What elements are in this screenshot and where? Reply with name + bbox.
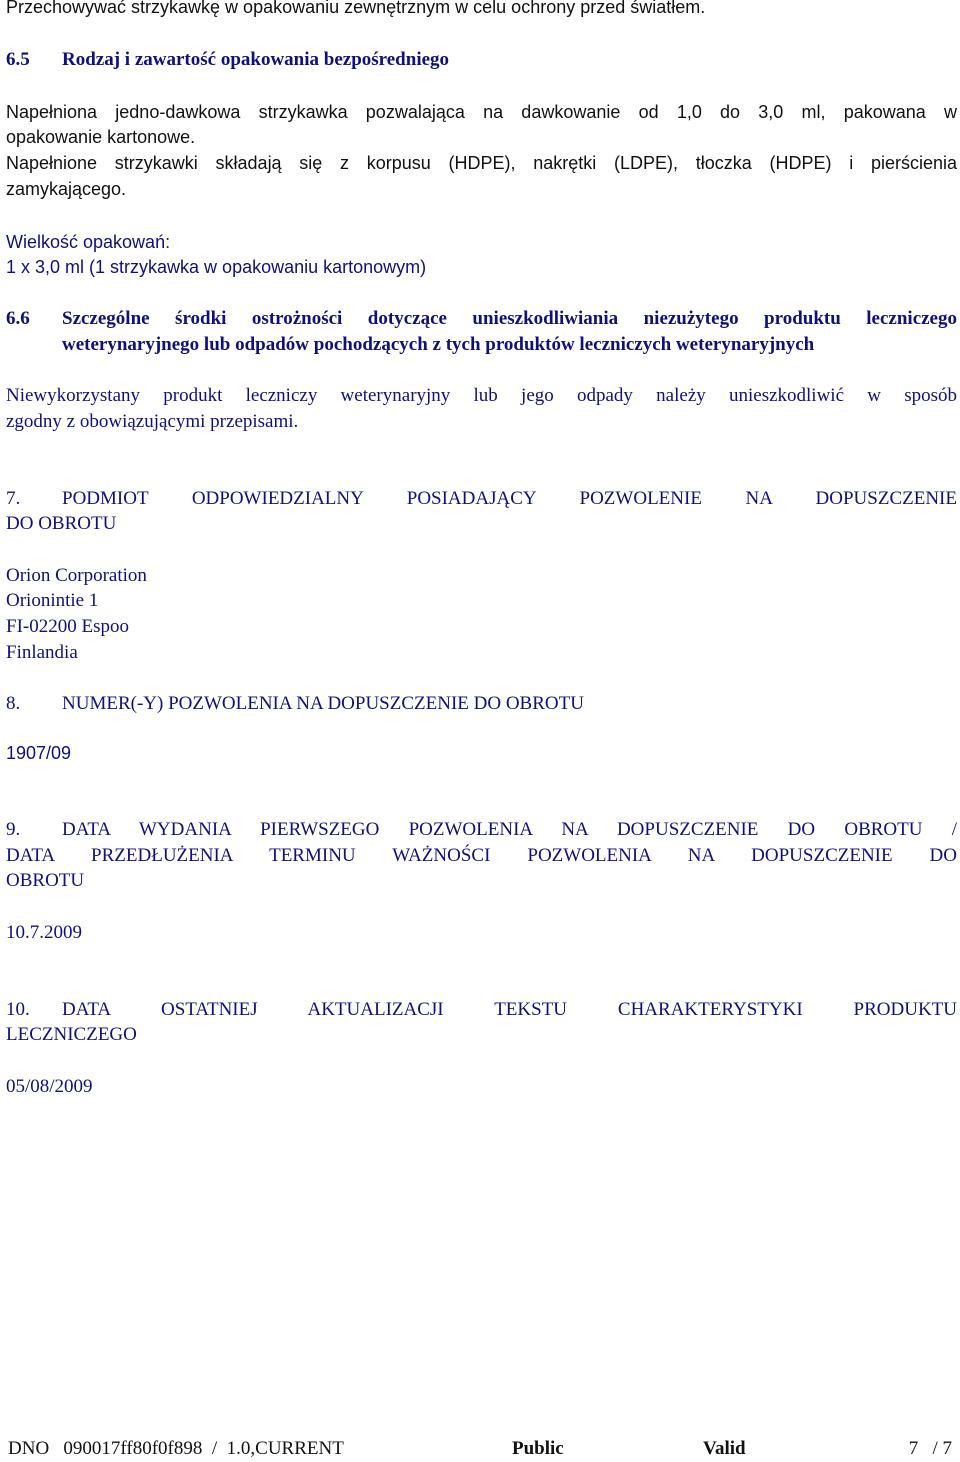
last-revision-date: 05/08/2009 bbox=[6, 1076, 93, 1097]
section-number: 10. bbox=[6, 999, 30, 1020]
address-line: Orionintie 1 bbox=[6, 590, 99, 611]
section-6-6-heading-line1 bbox=[6, 306, 957, 332]
paragraph-line: Napełnione strzykawki składają się z korpusu (HDPE), nakrętki (LDPE), tłoczka (HDPE) i pierścienia bbox=[6, 153, 957, 173]
section-title: Rodzaj i zawartość opakowania bezpośredniego bbox=[62, 49, 450, 70]
authorization-number: 1907/09 bbox=[6, 743, 72, 763]
address-line: Finlandia bbox=[6, 642, 78, 663]
section-7-heading-line1 bbox=[6, 486, 957, 512]
section-9-heading-line1 bbox=[6, 817, 957, 843]
section-9-heading-line2: DATA PRZEDŁUŻENIA TERMINU WAŻNOŚCI POZWOLENIA NA DOPUSZCZENIE DO bbox=[6, 845, 957, 866]
footer-status: Valid bbox=[703, 1438, 746, 1459]
section-6-6-heading-line2: weterynaryjnego lub odpadów pochodzących z tych produktów leczniczych weterynaryjnych bbox=[62, 334, 815, 355]
pack-size-label: Wielkość opakowań: bbox=[6, 232, 171, 252]
paragraph-line: zgodny z obowiązującymi przepisami. bbox=[6, 411, 299, 432]
section-number: 6.5 bbox=[6, 49, 30, 70]
footer-classification: Public bbox=[512, 1438, 564, 1459]
document-footer bbox=[8, 1436, 952, 1462]
section-number: 9. bbox=[6, 819, 21, 840]
section-title: DATA WYDANIA PIERWSZEGO POZWOLENIA NA DOPUSZCZENIE DO OBROTU / bbox=[62, 819, 957, 840]
pack-size-value: 1 x 3,0 ml (1 strzykawka w opakowaniu kartonowym) bbox=[6, 257, 427, 277]
paragraph-line: Napełniona jedno-dawkowa strzykawka pozwalająca na dawkowanie od 1,0 do 3,0 ml, pakowana w bbox=[6, 102, 957, 122]
section-number: 8. bbox=[6, 693, 21, 714]
paragraph-line: zamykającego. bbox=[6, 179, 127, 199]
storage-note: Przechowywać strzykawkę w opakowaniu zewnętrznym w celu ochrony przed światłem. bbox=[6, 0, 706, 17]
section-10-heading-line2: LECZNICZEGO bbox=[6, 1024, 137, 1045]
section-title: PODMIOT ODPOWIEDZIALNY POSIADAJĄCY POZWOLENIE NA DOPUSZCZENIE bbox=[62, 488, 957, 509]
address-line: Orion Corporation bbox=[6, 565, 147, 586]
address-line: FI-02200 Espoo bbox=[6, 616, 129, 637]
section-9-heading-line3: OBROTU bbox=[6, 870, 85, 891]
paragraph-line: opakowanie kartonowe. bbox=[6, 127, 196, 147]
section-title: NUMER(-Y) POZWOLENIA NA DOPUSZCZENIE DO OBROTU bbox=[62, 693, 584, 714]
section-6-5-heading bbox=[6, 47, 449, 73]
footer-doc-id: DNO 090017ff80f0f898 / 1.0,CURRENT bbox=[8, 1438, 344, 1459]
first-authorization-date: 10.7.2009 bbox=[6, 922, 82, 943]
section-7-heading-line2: DO OBROTU bbox=[6, 513, 117, 534]
section-number: 7. bbox=[6, 488, 21, 509]
section-number: 6.6 bbox=[6, 308, 30, 329]
section-title: Szczególne środki ostrożności dotyczące unieszkodliwiania niezużytego produktu leczniczego bbox=[62, 308, 957, 329]
section-10-heading-line1 bbox=[6, 997, 957, 1023]
section-8-heading bbox=[6, 691, 584, 717]
section-title: DATA OSTATNIEJ AKTUALIZACJI TEKSTU CHARAKTERYSTYKI PRODUKTU bbox=[62, 999, 957, 1020]
footer-page-number: 7 / 7 bbox=[908, 1438, 952, 1459]
paragraph-line: Niewykorzystany produkt leczniczy weterynaryjny lub jego odpady należy unieszkodliwić w sposób bbox=[6, 385, 957, 406]
